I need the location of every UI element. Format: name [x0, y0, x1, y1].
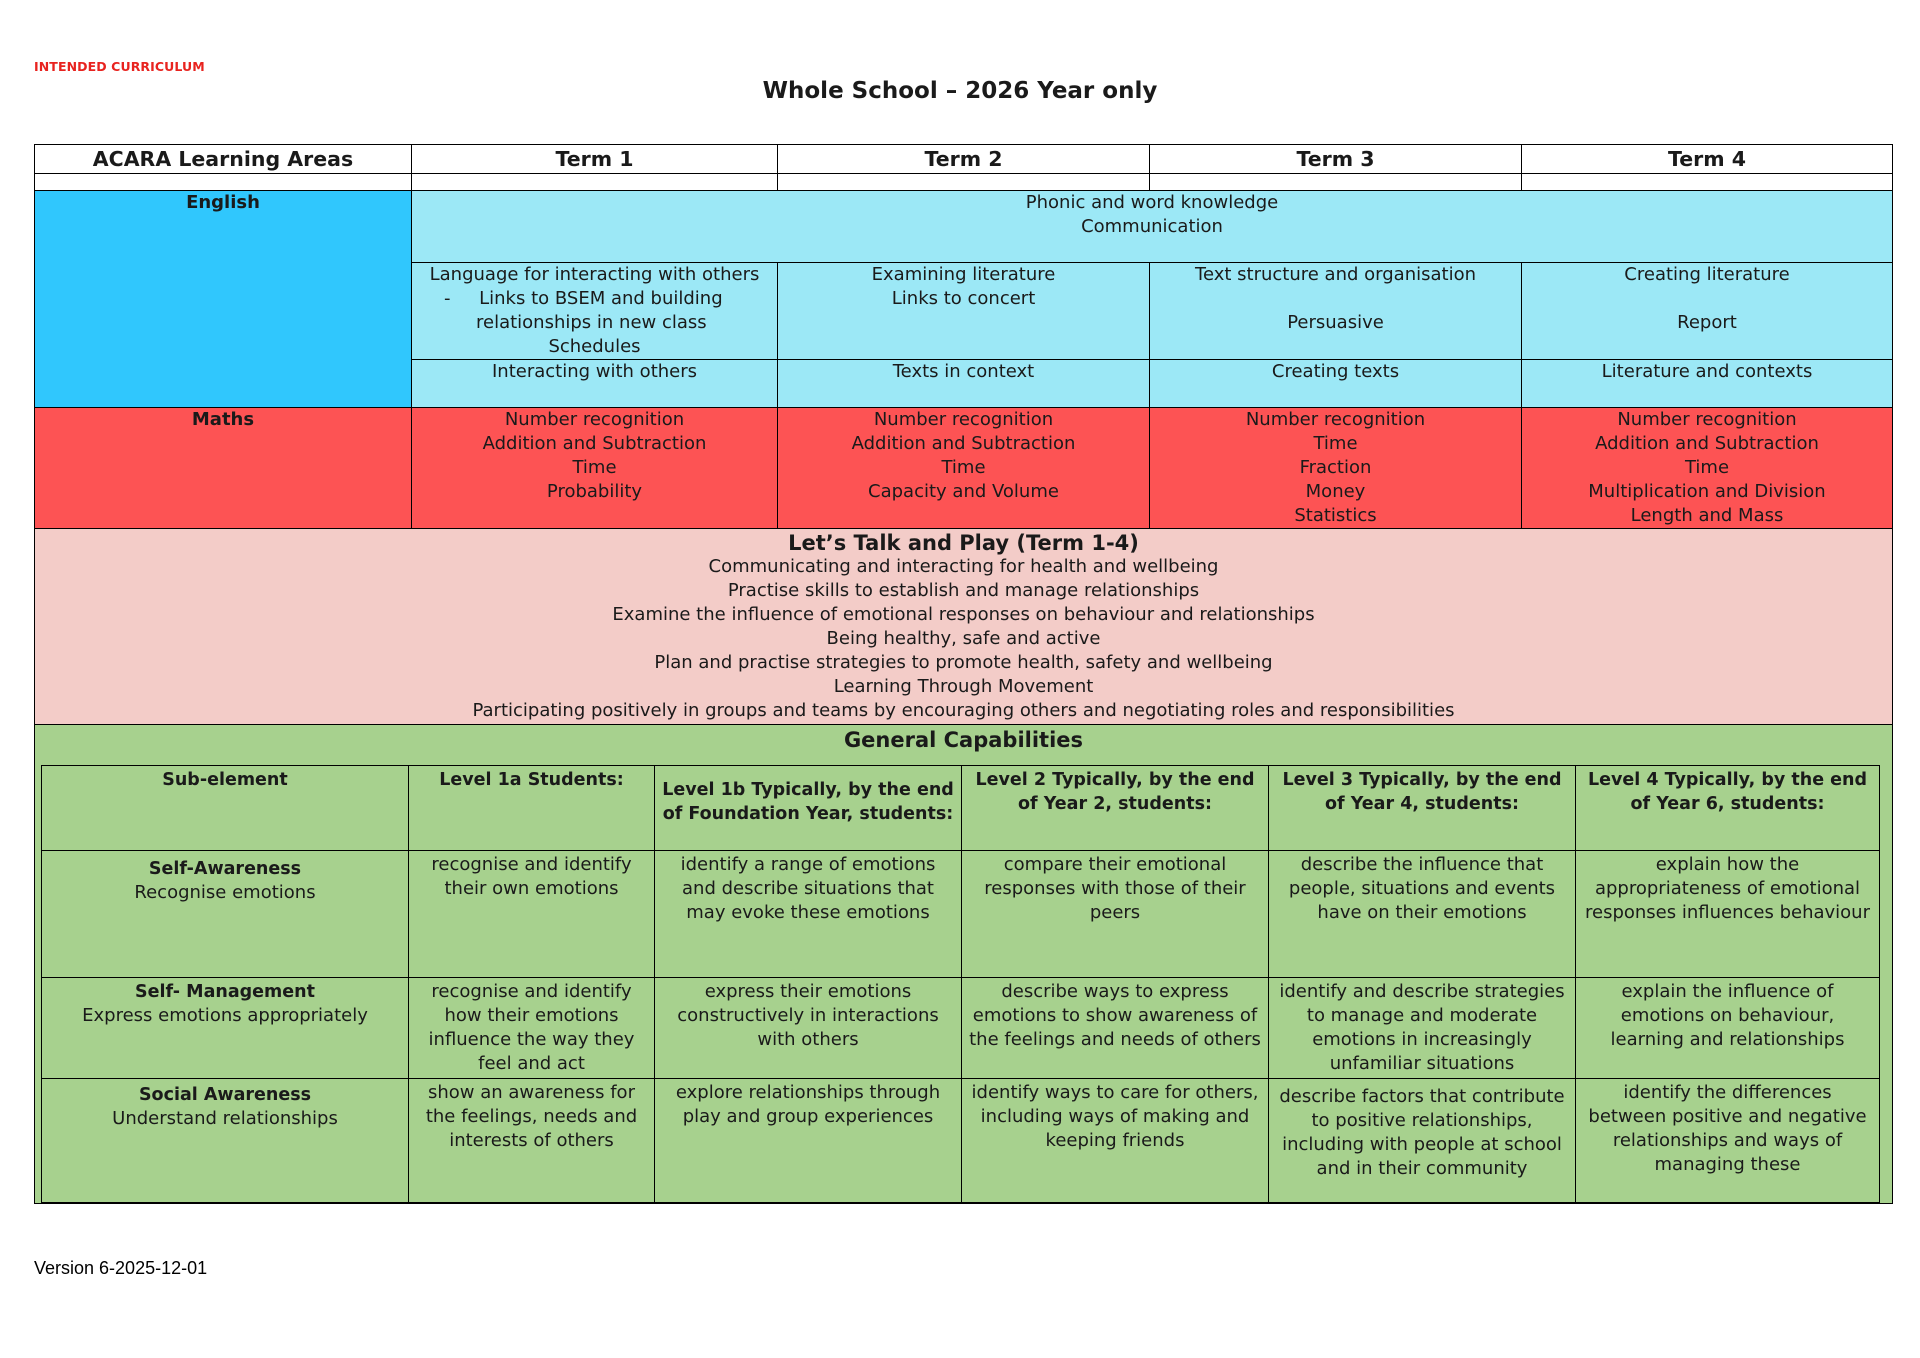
english-term4-blank: [1526, 287, 1888, 311]
english-term1-line: Schedules: [548, 336, 641, 357]
maths-term1-item: Probability: [546, 481, 643, 502]
talk-play-cell: [35, 529, 1893, 725]
talk-play-item: Communicating and interacting for health and wellbeing: [708, 556, 1219, 577]
maths-term2-item: Number recognition: [873, 409, 1054, 430]
gc-cell: explain the influence of emotions on behaviour, learning and relationships: [1576, 978, 1880, 1079]
gc-cell: identify and describe strategies to manage and moderate emotions in increasingly unfamiliar situations: [1269, 978, 1576, 1079]
col-header-term-3: Term 3: [1150, 145, 1522, 174]
gc-cell: compare their emotional responses with those of their peers: [962, 851, 1269, 978]
english-term3-cell: [1150, 263, 1522, 360]
gc-cell: describe the influence that people, situations and events have on their emotions: [1269, 851, 1576, 978]
maths-term2-item: Capacity and Volume: [868, 481, 1059, 502]
english-term3-line: Text structure and organisation: [1195, 264, 1476, 285]
gc-cell: describe factors that contribute to positive relationships, including with people at school and in their community: [1269, 1079, 1576, 1203]
maths-term4-item: Time: [1684, 457, 1730, 478]
col-header-term-1: Term 1: [412, 145, 778, 174]
gc-header-level-4: Level 4 Typically, by the end of Year 6, students:: [1576, 766, 1880, 851]
col-header-term-4: Term 4: [1522, 145, 1893, 174]
english-term1-line: Language for interacting with others: [429, 264, 760, 285]
col-header-term-2: Term 2: [778, 145, 1150, 174]
english-term1-cell: [412, 263, 778, 360]
maths-term3-item: Time: [1313, 433, 1358, 454]
gc-cell: recognise and identify how their emotions influence the way they feel and act: [409, 978, 655, 1079]
gc-cell: identify the differences between positive and negative relationships and ways of managing these: [1576, 1079, 1880, 1203]
talk-play-row: [35, 529, 1893, 725]
maths-term4-item: Length and Mass: [1630, 505, 1784, 526]
english-term4-line: Creating literature: [1624, 264, 1790, 285]
talk-play-item: Learning Through Movement: [833, 676, 1094, 697]
general-capabilities-cell: [35, 725, 1893, 1204]
english-all-terms-line: Communication: [1081, 216, 1223, 237]
maths-term3-cell: [1150, 408, 1522, 529]
english-area-cell: [35, 191, 412, 408]
english-term1-strand: Interacting with others: [412, 360, 778, 408]
maths-term3-item: Number recognition: [1245, 409, 1426, 430]
maths-term2-item: Addition and Subtraction: [851, 433, 1076, 454]
english-term2-line: Links to concert: [891, 288, 1036, 309]
gc-row-self-management: [42, 978, 1880, 1079]
maths-term2-cell: [778, 408, 1150, 529]
maths-term4-item: Number recognition: [1617, 409, 1797, 430]
maths-row: [35, 408, 1893, 529]
english-term2-strand: Texts in context: [778, 360, 1150, 408]
maths-term2-item: Time: [941, 457, 986, 478]
table-header-row: [35, 145, 1893, 174]
general-capabilities-row: [35, 725, 1893, 1204]
english-term3-blank: [1154, 287, 1517, 311]
gc-cell: show an awareness for the feelings, needs and interests of others: [409, 1079, 655, 1203]
curriculum-table: [34, 144, 1893, 1204]
gc-cell: explore relationships through play and group experiences: [655, 1079, 962, 1203]
talk-play-item: Plan and practise strategies to promote health, safety and wellbeing: [654, 652, 1273, 673]
gc-sub-element-name: Self- Management: [135, 982, 315, 1002]
english-area-label: English: [186, 192, 260, 213]
maths-term3-item: Money: [1305, 481, 1366, 502]
maths-term3-item: Statistics: [1294, 505, 1377, 526]
maths-term3-item: Fraction: [1299, 457, 1372, 478]
spacer-row: [35, 174, 1893, 191]
gc-sub-element-cell: [42, 851, 409, 978]
gc-cell: explain how the appropriateness of emotional responses influences behaviour: [1576, 851, 1880, 978]
gc-row-social-awareness: [42, 1079, 1880, 1203]
col-header-learning-areas: ACARA Learning Areas: [35, 145, 412, 174]
gc-header-level-1a: Level 1a Students:: [409, 766, 655, 851]
talk-play-item: Examine the influence of emotional responses on behaviour and relationships: [612, 604, 1315, 625]
english-term4-line: Report: [1677, 312, 1737, 333]
talk-play-item: Being healthy, safe and active: [826, 628, 1101, 649]
gc-sub-element-cell: [42, 978, 409, 1079]
maths-area-cell: [35, 408, 412, 529]
maths-term4-item: Addition and Subtraction: [1595, 433, 1819, 454]
gc-cell: express their emotions constructively in interactions with others: [655, 978, 962, 1079]
gc-header-level-2: Level 2 Typically, by the end of Year 2, students:: [962, 766, 1269, 851]
english-term4-cell: [1522, 263, 1893, 360]
english-term4-strand: Literature and contexts: [1522, 360, 1893, 408]
gc-cell: recognise and identify their own emotions: [409, 851, 655, 978]
gc-header-level-1b: Level 1b Typically, by the end of Foundation Year, students:: [655, 766, 962, 851]
talk-play-item: Participating positively in groups and teams by encouraging others and negotiating roles and responsibilities: [472, 700, 1455, 721]
maths-term1-item: Number recognition: [504, 409, 685, 430]
version-label: Version 6-2025-12-01: [34, 1258, 208, 1278]
gc-row-self-awareness: [42, 851, 1880, 978]
english-term3-strand: Creating texts: [1150, 360, 1522, 408]
english-row-1: [35, 191, 1893, 263]
bullet-text: Links to BSEM and building relationships in new class: [476, 288, 723, 333]
bullet-dash: -: [444, 288, 451, 309]
english-term1-bullet: [416, 287, 773, 335]
general-capabilities-table: [41, 765, 1880, 1203]
english-term2-line: Examining literature: [871, 264, 1056, 285]
gc-cell: describe ways to express emotions to show awareness of the feelings and needs of others: [962, 978, 1269, 1079]
maths-term4-cell: [1522, 408, 1893, 529]
english-all-terms-cell: [412, 191, 1893, 263]
gc-header-level-3: Level 3 Typically, by the end of Year 4, students:: [1269, 766, 1576, 851]
gc-sub-element-desc: Understand relationships: [112, 1108, 338, 1129]
maths-term1-item: Time: [572, 457, 617, 478]
english-term2-cell: [778, 263, 1150, 360]
gc-cell: identify ways to care for others, including ways of making and keeping friends: [962, 1079, 1269, 1203]
gc-sub-element-name: Self-Awareness: [148, 859, 302, 879]
gc-sub-element-desc: Express emotions appropriately: [82, 1005, 368, 1026]
talk-play-item: Practise skills to establish and manage relationships: [727, 580, 1200, 601]
talk-play-title: Let’s Talk and Play (Term 1-4): [788, 531, 1139, 555]
maths-term4-item: Multiplication and Division: [1588, 481, 1826, 502]
gc-header-sub-element: Sub-element: [42, 766, 409, 851]
maths-area-label: Maths: [191, 409, 255, 430]
page-title: Whole School – 2026 Year only: [762, 78, 1158, 104]
gc-sub-element-cell: [42, 1079, 409, 1203]
gc-header-row: [42, 766, 1880, 851]
general-capabilities-title: General Capabilities: [843, 728, 1084, 752]
maths-term1-cell: [412, 408, 778, 529]
maths-term1-item: Addition and Subtraction: [482, 433, 707, 454]
intended-curriculum-label: INTENDED CURRICULUM: [34, 59, 205, 74]
english-all-terms-line: Phonic and word knowledge: [1025, 192, 1279, 213]
gc-sub-element-name: Social Awareness: [138, 1085, 312, 1105]
gc-sub-element-desc: Recognise emotions: [134, 882, 316, 903]
english-term3-line: Persuasive: [1287, 312, 1384, 333]
gc-cell: identify a range of emotions and describe situations that may evoke these emotions: [655, 851, 962, 978]
